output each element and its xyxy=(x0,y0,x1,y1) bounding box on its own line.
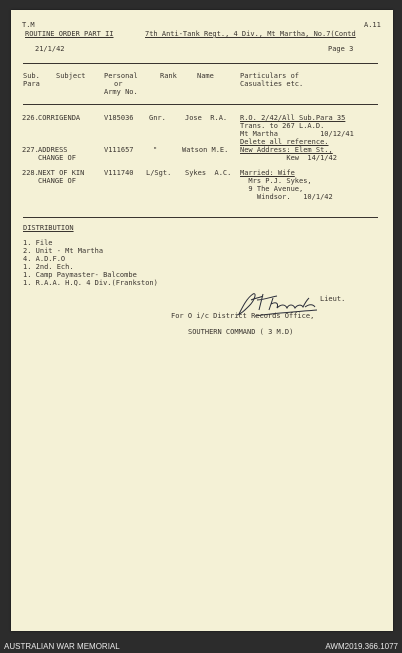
entry-line: Delete all reference. xyxy=(240,138,329,146)
entry-rank: Gnr. xyxy=(149,114,166,122)
entry-rank: L/Sgt. xyxy=(146,169,172,177)
distribution-item: 1. File xyxy=(23,239,53,247)
entry-line: Married: Wife xyxy=(240,169,295,177)
form-number: A.11 xyxy=(364,21,381,29)
routine-order-title: ROUTINE ORDER PART II xyxy=(25,30,114,38)
col-or: or xyxy=(114,80,123,88)
col-army-no: Army No. xyxy=(104,88,138,96)
entry-line: R.O. 2/42/All Sub.Para 35 xyxy=(240,114,346,122)
entry-para: 226. xyxy=(22,114,39,122)
entry-line: Mrs P.J. Sykes, xyxy=(240,177,312,185)
columns-rule xyxy=(23,104,378,105)
unit-line: 7th Anti-Tank Regt., 4 Div., Mt Martha, No.7(Contd xyxy=(145,30,356,38)
entry-rank: " xyxy=(153,146,158,154)
distribution-item: 1. 2nd. Ech. xyxy=(23,263,74,271)
entry-subject-2: CHANGE OF xyxy=(38,154,76,162)
entry-line: Trans. to 267 L.A.D. xyxy=(240,122,325,130)
entry-number: V185036 xyxy=(104,114,134,122)
entry-number: V111740 xyxy=(104,169,134,177)
col-rank: Rank xyxy=(160,72,177,80)
footer-accession: AWM2019.366.1077 xyxy=(325,642,398,651)
col-personal: Personal xyxy=(104,72,138,80)
entry-line: Mt Martha 10/12/41 xyxy=(240,130,354,138)
distribution-item: 1. Camp Paymaster- Balcombe xyxy=(23,271,137,279)
for-line: For O i/c District Records Office, xyxy=(171,312,315,320)
entry-number: V111657 xyxy=(104,146,134,154)
document-page xyxy=(11,10,393,631)
footer-bar xyxy=(0,640,402,653)
distribution-item: 1. R.A.A. H.Q. 4 Div.(Frankston) xyxy=(23,279,158,287)
entry-line: Kew 14/1/42 xyxy=(240,154,337,162)
entry-line: 9 The Avenue, xyxy=(240,185,304,193)
distribution-item: 2. Unit - Mt Martha xyxy=(23,247,104,255)
entry-subject: NEXT OF KIN xyxy=(38,169,85,177)
entry-subject: ADDRESS xyxy=(38,146,68,154)
page-number: Page 3 xyxy=(328,45,354,53)
col-sub-para-2: Para xyxy=(23,80,40,88)
order-date: 21/1/42 xyxy=(35,45,65,53)
header-rule xyxy=(23,63,378,64)
entry-subject: CORRIGENDA xyxy=(38,114,81,122)
col-particulars-2: Casualties etc. xyxy=(240,80,304,88)
tm-mark: T.M xyxy=(22,21,35,29)
entry-para: 227. xyxy=(22,146,39,154)
entry-line: Windsor. 10/1/42 xyxy=(240,193,333,201)
southern-command: SOUTHERN COMMAND ( 3 M.D) xyxy=(188,328,294,336)
distribution-item: 4. A.D.F.O xyxy=(23,255,66,263)
signer-rank: Lieut. xyxy=(320,295,346,303)
entry-subject-2: CHANGE OF xyxy=(38,177,76,185)
col-name: Name xyxy=(197,72,214,80)
footer-credit: AUSTRALIAN WAR MEMORIAL xyxy=(4,642,120,651)
col-sub-para: Sub. xyxy=(23,72,40,80)
col-subject: Subject xyxy=(56,72,86,80)
distribution-title: DISTRIBUTION xyxy=(23,224,74,232)
entries-rule xyxy=(23,217,378,218)
entry-name: Sykes A.C. xyxy=(185,169,232,177)
col-particulars: Particulars of xyxy=(240,72,300,80)
entry-para: 228. xyxy=(22,169,39,177)
entry-name: Jose R.A. xyxy=(185,114,228,122)
entry-line: New Address: Elem St., xyxy=(240,146,333,154)
entry-name: Watson M.E. xyxy=(182,146,229,154)
